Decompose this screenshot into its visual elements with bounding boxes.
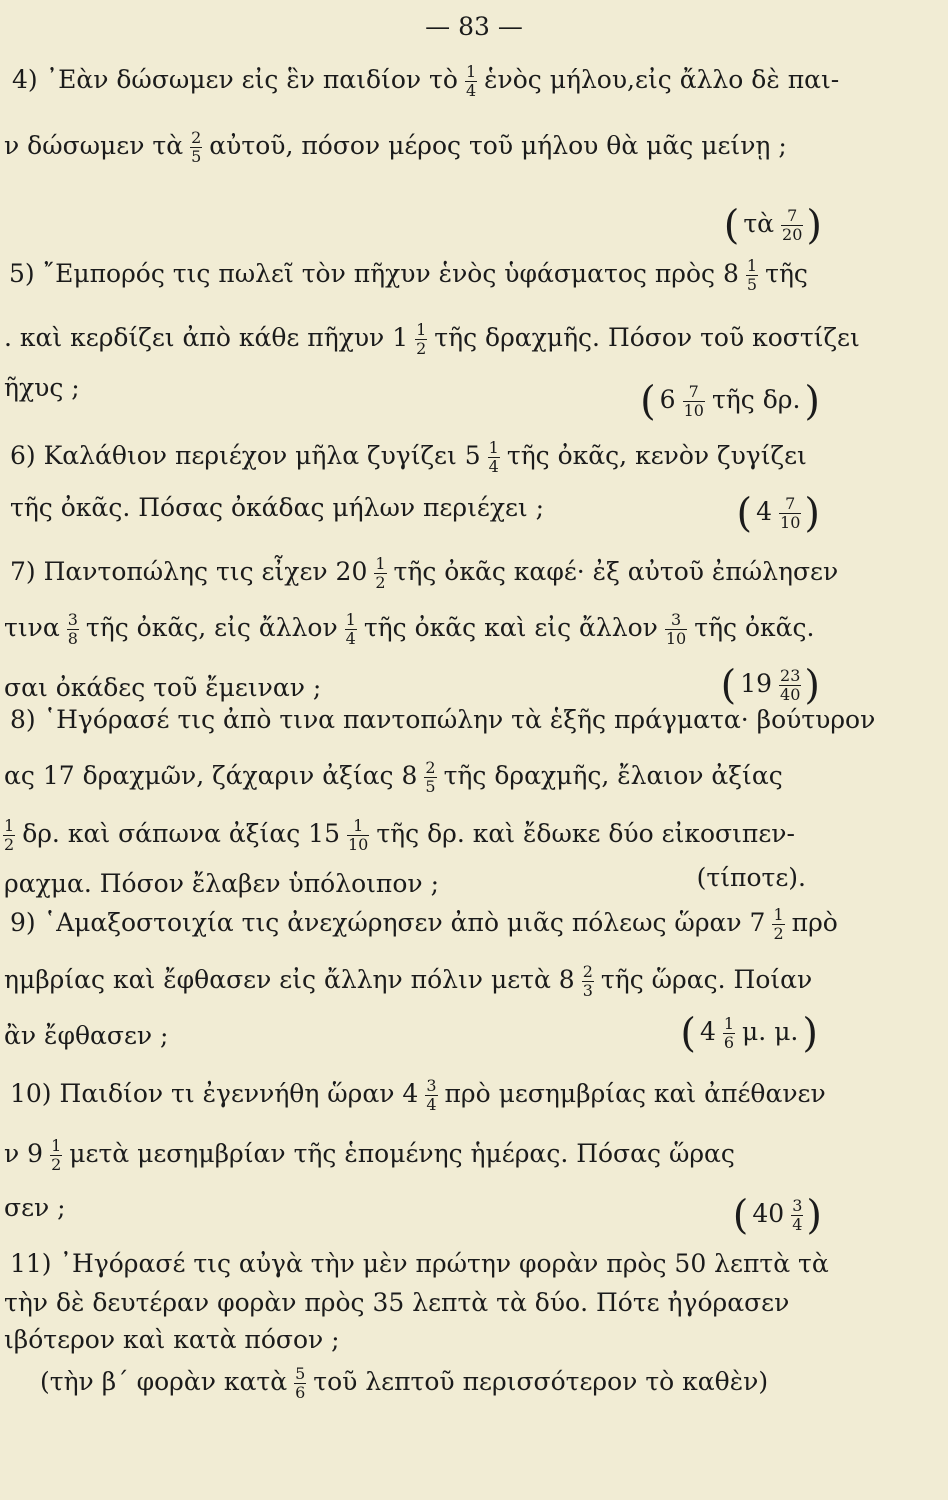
fraction-denominator: 4 <box>488 457 499 476</box>
text-run: τῆς ὀκᾶς. <box>694 613 815 642</box>
text-run: 40 <box>752 1199 785 1228</box>
fraction-denominator: 10 <box>780 513 801 532</box>
text-run: σεν ; <box>4 1193 66 1222</box>
paren-left: ( <box>720 662 737 709</box>
fraction <box>683 383 705 419</box>
text-run: σαι ὀκάδες τοῦ ἔμειναν ; <box>4 673 322 702</box>
fraction-numerator: 23 <box>780 666 801 686</box>
text-run: . καὶ κερδίζει ἀπὸ κάθε πῆχυν 1 <box>4 323 409 352</box>
fraction <box>723 1015 735 1051</box>
fraction-numerator: 3 <box>426 1076 437 1096</box>
text-run: πρὸ μεσημβρίας καὶ ἀπέθανεν <box>444 1079 826 1108</box>
problem-line <box>0 544 948 600</box>
fraction <box>3 817 15 853</box>
problem-line <box>0 1066 948 1122</box>
fraction <box>791 1197 803 1233</box>
fraction-numerator: 1 <box>723 1014 735 1034</box>
text-run: τῆς ὀκᾶς καὶ εἰς ἄλλον <box>363 613 658 642</box>
problem-line <box>0 246 948 302</box>
problem-line <box>0 1354 948 1410</box>
text-run: μετὰ μεσημβρίαν τῆς ἑπομένης ἡμέρας. Πόσας ὥρας <box>69 1139 735 1168</box>
text-run: ραχμα. Πόσον ἔλαβεν ὑπόλοιπον ; <box>4 869 439 898</box>
fraction-denominator: 10 <box>347 835 369 854</box>
fraction <box>190 129 202 165</box>
paren-right: ) <box>806 202 822 249</box>
problem-line <box>0 952 948 1008</box>
fraction-numerator: 1 <box>345 610 356 630</box>
fraction-denominator: 2 <box>4 835 15 854</box>
fraction-numerator: 2 <box>191 128 202 148</box>
text-run: τὰ <box>743 209 775 238</box>
text-run: 7) Παντοπώλης τις εἶχεν 20 <box>10 557 368 586</box>
problem-line <box>0 118 948 174</box>
text-run: 19 <box>740 669 773 698</box>
text-run: (τὴν β΄ φορὰν κατὰ <box>40 1367 288 1396</box>
problem-line <box>0 748 948 804</box>
fraction-denominator: 8 <box>67 629 78 648</box>
text-run: 6 <box>659 385 676 414</box>
fraction-denominator: 6 <box>723 1033 735 1052</box>
problem-line <box>0 428 948 484</box>
paren-right: ) <box>804 378 820 425</box>
text-run: ιβότερον καὶ κατὰ πόσον ; <box>4 1325 340 1354</box>
text-run: τῆς ὀκᾶς καφέ· ἐξ αὐτοῦ ἐπώλησεν <box>393 557 839 586</box>
fraction-numerator: 1 <box>416 320 427 340</box>
fraction <box>781 207 803 243</box>
text-run: τῆς δραχμῆς, ἔλαιον ἀξίας <box>443 761 783 790</box>
fraction <box>425 1077 437 1113</box>
answer <box>724 196 822 252</box>
fraction <box>67 611 79 647</box>
text-run: τοῦ λεπτοῦ περισσότερον τὸ καθὲν) <box>313 1367 769 1396</box>
paren-right: ) <box>802 1010 818 1057</box>
paren-left: ( <box>732 1192 749 1239</box>
fraction <box>374 555 386 591</box>
text-run: ημβρίας καὶ ἔφθασεν εἰς ἄλλην πόλιν μετὰ 8 <box>4 965 575 994</box>
text-run: δρ. καὶ σάπωνα ἀξίας 15 <box>22 819 340 848</box>
answer <box>640 372 820 428</box>
answer <box>733 1186 822 1242</box>
text-run: 4) ᾿Εὰν δώσωμεν εἰς ἓν παιδίον τὸ <box>12 65 458 94</box>
text-run: πρὸ <box>791 908 838 937</box>
text-run: 11) ᾿Ηγόρασέ τις αὐγὰ τὴν μὲν πρώτην φορὰν πρὸς 50 λεπτὰ τὰ <box>10 1249 829 1278</box>
paren-left: ( <box>680 1010 696 1057</box>
fraction-denominator: 5 <box>746 275 758 294</box>
fraction-denominator: 4 <box>465 81 477 100</box>
fraction-numerator: 7 <box>787 206 798 226</box>
problem-line <box>0 692 948 748</box>
fraction-denominator: 6 <box>295 1383 306 1402</box>
fraction <box>50 1137 62 1173</box>
fraction-denominator: 3 <box>582 981 593 1000</box>
fraction <box>665 611 687 647</box>
fraction-denominator: 4 <box>345 629 356 648</box>
fraction-numerator: 1 <box>353 816 364 836</box>
text-run: ἑνὸς μήλου,εἰς ἄλλο δὲ παι- <box>484 65 840 94</box>
text-run: ῆχυς ; <box>4 373 80 402</box>
text-run: 10) Παιδίον τι ἐγεννήθη ὥραν 4 <box>10 1079 419 1108</box>
fraction-numerator: 1 <box>746 256 758 276</box>
text-run: ἂν ἔφθασεν ; <box>4 1021 169 1050</box>
fraction <box>582 963 594 999</box>
fraction-numerator: 3 <box>67 610 78 630</box>
paren-right: ) <box>804 662 820 709</box>
fraction-numerator: 1 <box>375 554 386 574</box>
text-run: τῆς δραχμῆς. Πόσον τοῦ κοστίζει <box>434 323 860 352</box>
text-run: τῆς ὥρας. Ποίαν <box>600 965 813 994</box>
fraction <box>772 906 784 942</box>
text-run: τινα <box>4 613 60 642</box>
fraction-numerator: 1 <box>51 1136 62 1156</box>
problem-line <box>0 52 948 108</box>
fraction <box>424 759 436 795</box>
paren-left: ( <box>736 490 753 537</box>
fraction-numerator: 7 <box>688 382 699 402</box>
fraction <box>746 257 758 293</box>
fraction-numerator: 3 <box>670 610 682 630</box>
fraction <box>488 439 500 475</box>
fraction-numerator: 7 <box>785 494 796 514</box>
text-run: τῆς δρ. καὶ ἔδωκε δύο εἰκοσιπεν- <box>376 819 795 848</box>
fraction-numerator: 5 <box>295 1364 306 1384</box>
text-run: μ. μ. <box>742 1017 799 1046</box>
problem-line <box>0 1126 948 1182</box>
text-run: ν 9 <box>4 1139 44 1168</box>
text-run: ας 17 δραχμῶν, ζάχαριν ἀξίας 8 <box>4 761 418 790</box>
text-run: 9) ῾Αμαξοστοιχία τις ἀνεχώρησεν ἀπὸ μιᾶς πόλεως ὥραν 7 <box>10 908 766 937</box>
text-run: αὐτοῦ, πόσον μέρος τοῦ μήλου θὰ μᾶς μείνῃ ; <box>209 131 787 160</box>
answer <box>680 1004 818 1060</box>
fraction <box>345 611 357 647</box>
fraction-numerator: 2 <box>582 962 593 982</box>
text-run: τῆς ὀκᾶς. Πόσας ὀκάδας μήλων περιέχει ; <box>10 493 545 522</box>
fraction-denominator: 2 <box>773 924 784 943</box>
fraction-denominator: 2 <box>375 573 386 592</box>
fraction-denominator: 10 <box>665 629 687 648</box>
fraction-denominator: 2 <box>416 339 427 358</box>
problem-line <box>0 895 948 951</box>
fraction <box>415 321 427 357</box>
paren-right: ) <box>806 1192 822 1239</box>
text-run: τῆς <box>765 259 808 288</box>
paren-left: ( <box>640 378 656 425</box>
fraction-denominator: 10 <box>683 401 704 420</box>
text-run: τῆς δρ. <box>711 385 801 414</box>
text-run: ν δώσωμεν τὰ <box>4 131 184 160</box>
paren-left: ( <box>723 202 740 249</box>
problem-line <box>0 600 948 656</box>
fraction-denominator: 5 <box>425 777 436 796</box>
fraction <box>465 63 477 99</box>
text-run: 4 <box>699 1017 716 1046</box>
fraction-denominator: 4 <box>426 1095 437 1114</box>
fraction <box>779 495 801 531</box>
text-run: τὴν δὲ δευτέραν φορὰν πρὸς 35 λεπτὰ τὰ δύο. Πότε ἠγόρασεν <box>4 1288 790 1317</box>
text-run: 6) Καλάθιον περιέχον μῆλα ζυγίζει 5 <box>10 441 481 470</box>
text-run: 4 <box>756 497 773 526</box>
fraction-numerator: 1 <box>773 905 784 925</box>
problem-line <box>0 310 948 366</box>
fraction-denominator: 5 <box>191 147 202 166</box>
page-number: — 83 — <box>425 12 523 41</box>
fraction-denominator: 4 <box>792 1215 803 1234</box>
fraction-numerator: 1 <box>465 62 477 82</box>
text-run: (τίποτε). <box>696 863 806 892</box>
text-run: τῆς ὀκᾶς, κενὸν ζυγίζει <box>506 441 807 470</box>
text-run: τῆς ὀκᾶς, εἰς ἄλλον <box>85 613 338 642</box>
paren-right: ) <box>804 490 820 537</box>
fraction-numerator: 2 <box>425 758 436 778</box>
fraction-denominator: 2 <box>51 1155 62 1174</box>
fraction-numerator: 1 <box>488 438 499 458</box>
answer <box>737 484 820 540</box>
fraction-numerator: 1 <box>4 816 15 836</box>
text-run: 5) ῎Εμπορός τις πωλεῖ τὸν πῆχυν ἑνὸς ὑφάσματος πρὸς 8 <box>9 259 739 288</box>
fraction-denominator: 20 <box>782 225 803 244</box>
fraction-denominator: 40 <box>780 685 801 704</box>
fraction-numerator: 3 <box>792 1196 803 1216</box>
text-run: 8) ῾Ηγόρασέ τις ἀπὸ τινα παντοπώλην τὰ ἑξῆς πράγματα· βούτυρον <box>10 705 876 734</box>
fraction <box>294 1365 306 1401</box>
fraction <box>347 817 369 853</box>
